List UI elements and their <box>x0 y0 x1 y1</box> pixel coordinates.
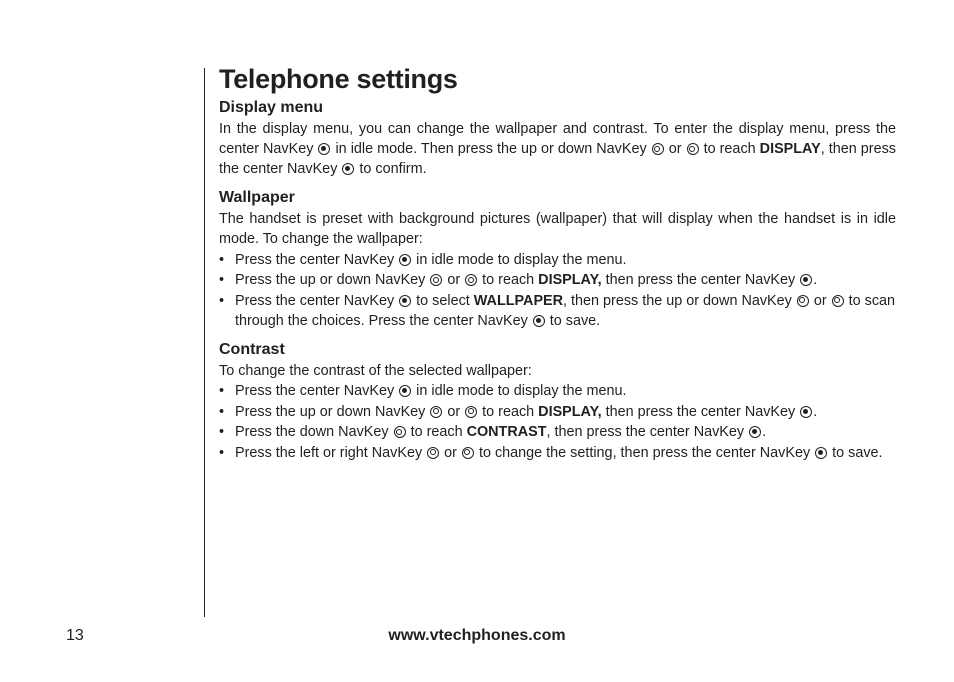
page-content <box>219 62 896 463</box>
margin-rule <box>204 68 205 617</box>
navkey-center-icon <box>342 163 354 175</box>
navkey-center-icon <box>815 447 827 459</box>
page-title: Telephone settings <box>219 64 458 94</box>
navkey-down-icon <box>394 426 406 438</box>
navkey-center-icon <box>533 315 545 327</box>
contrast-steps <box>219 381 896 463</box>
wallpaper-heading: Wallpaper <box>219 189 295 206</box>
navkey-center-icon <box>800 274 812 286</box>
navkey-up-icon <box>797 295 809 307</box>
navkey-center-icon <box>399 385 411 397</box>
list-item: • Press the center NavKey to select WALLPAPER, then press the up or down NavKey or to scan through the choices. Press the center NavKey to save. <box>219 292 896 329</box>
page-number: 13 <box>66 627 84 644</box>
navkey-up-icon <box>430 406 442 418</box>
list-item: • Press the up or down NavKey or to reach DISPLAY, then press the center NavKey . <box>219 403 818 420</box>
navkey-center-icon <box>399 295 411 307</box>
navkey-down-icon <box>465 274 477 286</box>
navkey-down-icon <box>832 295 844 307</box>
list-item: • Press the down NavKey to reach CONTRAST, then press the center NavKey . <box>219 424 767 440</box>
contrast-intro: To change the contrast of the selected wallpaper: <box>219 362 532 379</box>
navkey-center-icon <box>399 254 411 266</box>
list-item: • Press the left or right NavKey or to change the setting, then press the center NavKey to save. <box>219 444 883 461</box>
navkey-center-icon <box>749 426 761 438</box>
list-item: • Press the up or down NavKey or to reach DISPLAY, then press the center NavKey . <box>219 272 818 288</box>
contrast-heading: Contrast <box>219 340 285 358</box>
navkey-up-icon <box>652 143 664 155</box>
navkey-center-icon <box>318 143 330 155</box>
navkey-center-icon <box>800 406 812 418</box>
footer-url: www.vtechphones.com <box>388 627 566 644</box>
navkey-left-icon <box>427 447 439 459</box>
display-menu-heading: Display menu <box>219 99 324 116</box>
navkey-down-icon <box>687 143 699 155</box>
wallpaper-steps <box>219 250 896 331</box>
wallpaper-intro: The handset is preset with background pictures (wallpaper) that will display when the handset is in idle mode. To change the wallpaper: <box>219 211 896 247</box>
list-item: • Press the center NavKey in idle mode to display the menu. <box>219 251 627 268</box>
navkey-up-icon <box>430 274 442 286</box>
navkey-right-icon <box>462 447 474 459</box>
list-item: • Press the center NavKey in idle mode to display the menu. <box>219 383 627 399</box>
navkey-down-icon <box>465 406 477 418</box>
display-menu-paragraph: In the display menu, you can change the wallpaper and contrast. To enter the display menu, press the center NavKey in idle mode. Then press the up or down NavKey or to reach DISPLAY, then press the center NavKey to confirm. <box>219 121 896 177</box>
